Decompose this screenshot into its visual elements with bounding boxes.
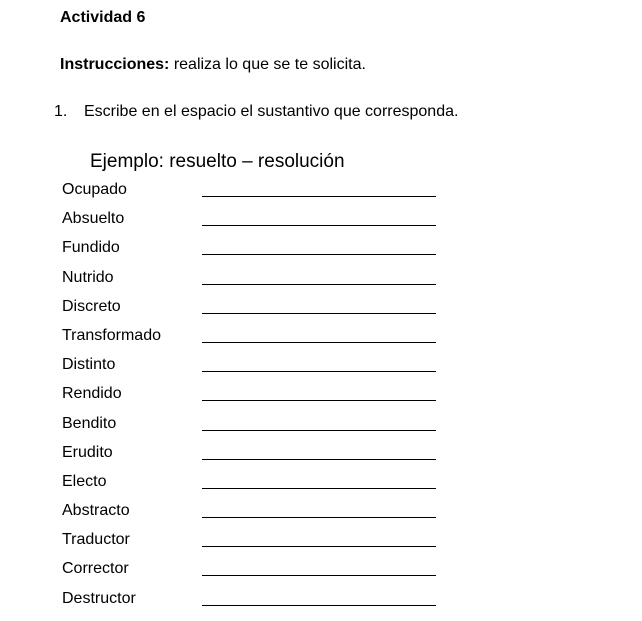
example-line: Ejemplo: resuelto – resolución: [90, 151, 345, 172]
answer-blank[interactable]: [202, 459, 436, 460]
word-row: [62, 440, 442, 469]
word-row: [62, 265, 442, 294]
word-label: Transformado: [62, 326, 161, 344]
answer-blank[interactable]: [202, 284, 436, 285]
answer-blank[interactable]: [202, 488, 436, 489]
word-label: Electo: [62, 472, 107, 490]
word-row: [62, 527, 442, 556]
answer-blank[interactable]: [202, 313, 436, 314]
instructions-label: Instrucciones:: [60, 56, 170, 73]
word-label: Discreto: [62, 297, 121, 315]
word-list: [62, 177, 442, 615]
activity-title: Actividad 6: [60, 9, 146, 26]
word-row: [62, 323, 442, 352]
word-label: Bendito: [62, 414, 117, 432]
word-row: [62, 586, 442, 615]
instructions-text: realiza lo que se te solicita.: [173, 56, 366, 73]
answer-blank[interactable]: [202, 517, 436, 518]
word-label: Abstracto: [62, 502, 130, 520]
word-row: [62, 469, 442, 498]
word-row: [62, 411, 442, 440]
word-label: Traductor: [62, 531, 130, 549]
answer-blank[interactable]: [202, 342, 436, 343]
word-label: Nutrido: [62, 268, 114, 286]
word-label: Corrector: [62, 560, 129, 578]
answer-blank[interactable]: [202, 575, 436, 576]
word-label: Absuelto: [62, 210, 125, 228]
word-label: Fundido: [62, 239, 120, 257]
word-row: [62, 352, 442, 381]
exercise-number: 1.: [54, 103, 68, 120]
word-row: [62, 294, 442, 323]
answer-blank[interactable]: [202, 196, 436, 197]
exercise-text: Escribe en el espacio el sustantivo que corresponda.: [84, 103, 459, 120]
exercise-item: [54, 102, 458, 122]
word-row: [62, 556, 442, 585]
word-label: Destructor: [62, 589, 136, 607]
word-label: Erudito: [62, 443, 113, 461]
word-label: Distinto: [62, 356, 116, 374]
word-row: [62, 206, 442, 235]
answer-blank[interactable]: [202, 546, 436, 547]
answer-blank[interactable]: [202, 430, 436, 431]
word-row: [62, 381, 442, 410]
answer-blank[interactable]: [202, 225, 436, 226]
word-row: [62, 235, 442, 264]
answer-blank[interactable]: [202, 254, 436, 255]
word-label: Rendido: [62, 385, 122, 403]
answer-blank[interactable]: [202, 400, 436, 401]
word-label: Ocupado: [62, 181, 127, 198]
instructions: [60, 55, 366, 75]
word-row: [62, 177, 442, 206]
word-row: [62, 498, 442, 527]
answer-blank[interactable]: [202, 371, 436, 372]
answer-blank[interactable]: [202, 605, 436, 606]
